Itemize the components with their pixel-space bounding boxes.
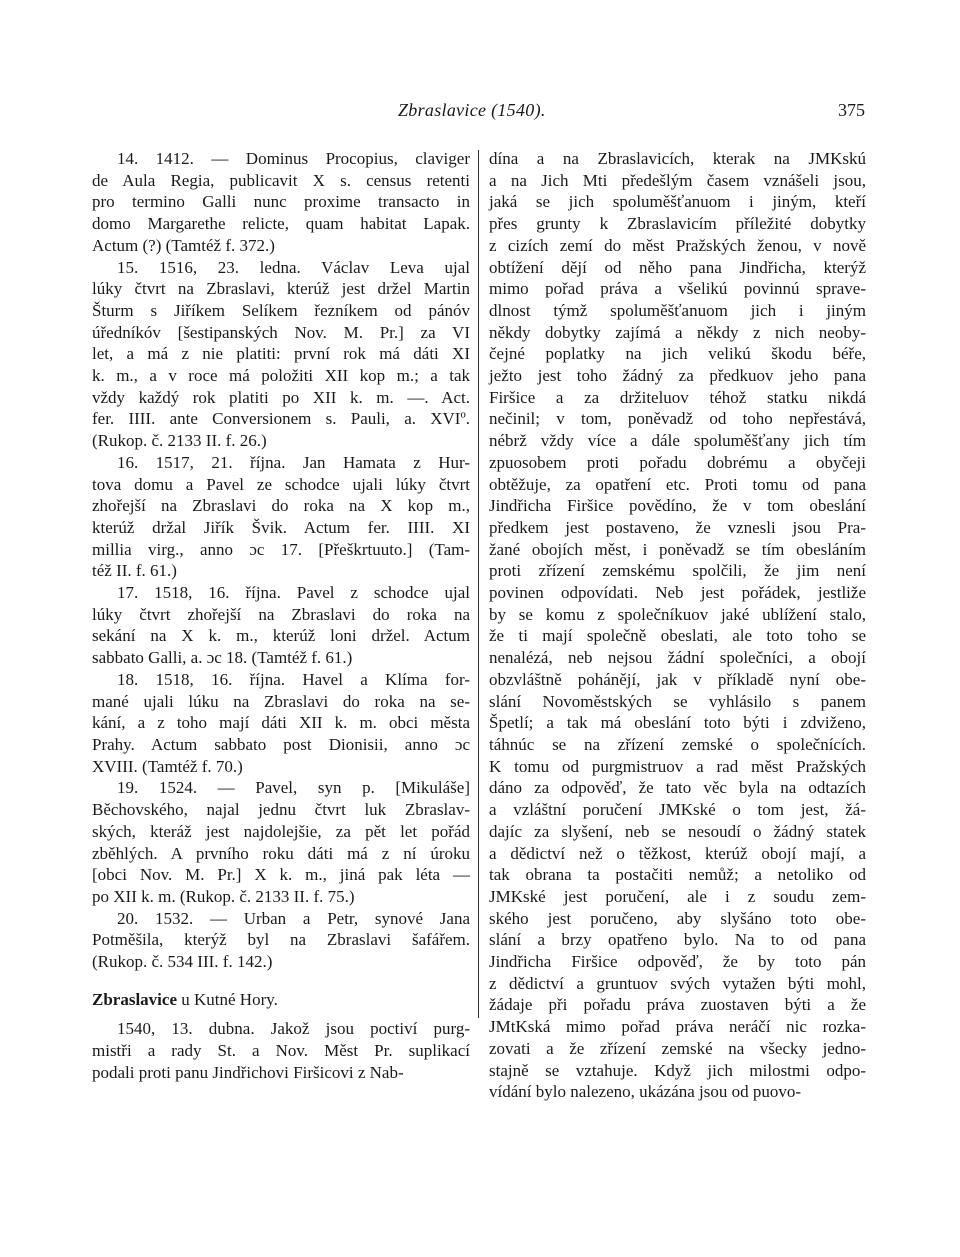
text-line: Actum (?) (Tamtéž f. 372.) [92, 235, 275, 255]
text-line: 16. 1517, 21. října. Jan Hamata z Hur- [117, 452, 470, 472]
text-line: přes grunty k Zbraslavicím příležité dobytky [489, 214, 866, 234]
text-line: podali proti panu Jindřichovi Firšicovi z Nab- [92, 1062, 404, 1082]
text-line: JMKské jest poručení, ale i z soudu zem- [489, 886, 866, 906]
text-line: mané ujali lúku na Zbraslavi do roka na se- [92, 691, 470, 711]
text-line: nébrž vždy více a dále spoluměšťany jich tím [489, 431, 866, 451]
text-line: žané obojích měst, i poněvadž se tím obesláním [489, 539, 866, 559]
text-line: JMtKská mimo pořad práva neráčí nic rozka- [489, 1017, 866, 1037]
text-line: tak obrana ta postačiti nemůž; a netoliko od [489, 865, 866, 885]
text-line: by se komu z společníkuov jaké ublížení stalo, [489, 604, 866, 624]
text-line: lúky čtvrt zhořejší na Zbraslavi do roka na [92, 604, 470, 624]
text-line: zhořejší na Zbraslavi do roka na X kop m., [92, 496, 470, 516]
text-line: ježto jest toho žádný za předkuov jeho pana [489, 366, 866, 386]
text-line: ského jest poručeno, aby slyšáno toto obe- [489, 908, 866, 928]
text-line: jaká se jich spoluměšťanuom i jiným, kteří [489, 192, 866, 212]
text-line: pro termino Galli nunc proxime transacto in [92, 192, 470, 212]
text-line: slání Novoměstských se vyhlásilo s panem [489, 691, 866, 711]
text-line: a vzláštní poručení JMKské o tom jest, žá- [489, 800, 866, 820]
text-line: let, a má z nie platiti: první rok má dáti XI [92, 344, 470, 364]
text-line: obzvláštně pohánějí, jak v příkladě nyní obe- [489, 669, 866, 689]
text-line: k. m., a v roce má položiti XII kop m.; a tak [92, 366, 470, 386]
text-line: zpuosobem proti pořadu dobrému a obyčeji [489, 452, 866, 472]
text-line: vídání bylo nalezeno, ukázána jsou od puovo- [489, 1082, 802, 1102]
text-line: fer. IIII. ante Conversionem s. Pauli, a. XVIº. [92, 409, 470, 429]
section-gap [92, 973, 470, 989]
text-line: ských, kteráž jest najdolejšie, za pět let pořád [92, 821, 470, 841]
text-line: millia virg., anno ɔc 17. [Přeškrtuuto.] (Tam- [92, 539, 470, 559]
text-line: předkem jest postaveno, že vznesli jsou Pra- [489, 517, 866, 537]
text-line: Firšice a za držiteluov téhož statku nikdá [489, 387, 866, 407]
text-line: a na Jich Mti předešlým časem vznášeli jsou, [489, 170, 866, 190]
text-line: [obci Nov. M. Pr.] X k. m., jiná pak léta — [92, 865, 470, 885]
text-line: Šturm s Jiříkem Selíkem řezníkem od pánóv [92, 300, 470, 320]
text-line: de Aula Regia, publicavit X s. census retenti [92, 170, 470, 190]
page-header [92, 100, 865, 130]
entry-20 [92, 908, 470, 973]
text-line: též II. f. 61.) [92, 561, 177, 581]
text-line: někdy dobytky zajímá a někdy z nich neoby- [489, 322, 866, 342]
text-line: 1540, 13. dubna. Jakož jsou poctiví purg- [117, 1019, 470, 1039]
text-line: Špetlí; a tak má obeslání toto býti i zdviženo, [489, 713, 866, 733]
text-line: zběhlých. A prvního roku dáti má z ní úroku [92, 843, 470, 863]
text-line: po XII k. m. (Rukop. č. 2133 II. f. 75.) [92, 886, 355, 906]
text-line: povinen odpovídati. Neb jest pořádek, jestliže [489, 583, 866, 603]
text-line: z dědictví a gruntuov svých vytažen býti mohl, [489, 973, 866, 993]
text-line: 18. 1518, 16. října. Havel a Klíma for- [117, 669, 470, 689]
entry-1540-continued [489, 148, 866, 1103]
left-column [92, 148, 470, 1084]
text-line: obtížení dějí od něho pana Jindřicha, kterýž [489, 257, 866, 277]
section-gap-small [92, 1010, 470, 1018]
entry-14 [92, 148, 470, 257]
text-line: úředníkóv [šestipanských Nov. M. Pr.] za VI [92, 322, 470, 342]
text-line: (Rukop. č. 2133 II. f. 26.) [92, 431, 267, 451]
text-line: táhnúc se na zřízení zemské o společnících. [489, 734, 866, 754]
text-line: domo Margarethe relicte, quam habitat Lapak. [92, 214, 470, 234]
section-heading [92, 989, 470, 1011]
text-line: nenalézá, neb nejsou žádní společníci, a obojí [489, 648, 866, 668]
text-line: dáno za odpověď, že tato věc byla na odtazích [489, 778, 866, 798]
text-line: kání, a z toho mají dáti XII k. m. obci města [92, 713, 470, 733]
text-line: mistři a rady St. a Nov. Měst Pr. suplikací [92, 1041, 470, 1061]
text-line: proti zřízení zemskému spolčili, že jim není [489, 561, 866, 581]
entry-15 [92, 257, 470, 452]
text-line: čejné poplatky na jich velikú škodu béře, [489, 344, 866, 364]
text-line: Běchovského, najal jednu čtvrt luk Zbraslav- [92, 800, 470, 820]
text-line: z cizích zemí do měst Pražských ženou, v nově [489, 235, 866, 255]
text-line: dajíc za slyšení, neb se nesoudí o žádný statek [489, 821, 866, 841]
text-line: (Rukop. č. 534 III. f. 142.) [92, 952, 273, 972]
section-heading-location: u Kutné Hory. [177, 989, 278, 1009]
text-line: 15. 1516, 23. ledna. Václav Leva ujal [117, 257, 470, 277]
text-line: 19. 1524. — Pavel, syn p. [Mikuláše] [117, 778, 470, 798]
text-line: sekání na X k. m., kterúž loni držel. Actum [92, 626, 470, 646]
text-line: lúky čtvrt na Zbraslavi, kterúž jest držel Martin [92, 279, 470, 299]
text-line: 20. 1532. — Urban a Petr, synové Jana [117, 908, 470, 928]
text-line: slání a brzy opatřeno bylo. Na to od pana [489, 930, 866, 950]
text-line: že ti mají společně obeslati, ale toto toho se [489, 626, 866, 646]
text-line: stajně se vztahuje. Když jich milostmi odpo- [489, 1060, 866, 1080]
text-line: Jindřicha Firšice povědíno, že v tom obeslání [489, 496, 866, 516]
entry-16 [92, 452, 470, 582]
text-line: žádaje při pořadu práva zuostaven býti a že [489, 995, 866, 1015]
text-line: 17. 1518, 16. října. Pavel z schodce ujal [117, 583, 470, 603]
text-line: Potměšila, kterýž byl na Zbraslavi šafářem. [92, 930, 470, 950]
section-heading-place: Zbraslavice [92, 989, 177, 1009]
text-line: dlnost týmž spoluměšťanuom jich i jiným [489, 300, 866, 320]
text-line: tova domu a Pavel ze schodce ujali lúky čtvrt [92, 474, 470, 494]
right-column [489, 148, 866, 1103]
text-line: Jindřicha Firšice odpověď, že by toto pán [489, 952, 866, 972]
text-line: nečinil; v tom, poněvadž od toho nepřestává, [489, 409, 866, 429]
text-line: vždy každý rok platiti po XII k. m. —. Act. [92, 387, 470, 407]
text-line: 14. 1412. — Dominus Procopius, claviger [117, 149, 470, 168]
entry-19 [92, 777, 470, 907]
text-line: XVIII. (Tamtéž f. 70.) [92, 756, 243, 776]
text-line: K tomu od purgmistruov a rad měst Pražských [489, 756, 866, 776]
entry-18 [92, 669, 470, 778]
running-title: Zbraslavice (1540). [398, 100, 546, 120]
entry-17 [92, 582, 470, 669]
text-line: mimo pořad práva a všelikú povinnú sprave- [489, 279, 866, 299]
text-line: obtěžuje, za opatření etc. Proti tomu od pana [489, 474, 866, 494]
entry-1540 [92, 1018, 470, 1083]
text-line: sabbato Galli, a. ɔc 18. (Tamtéž f. 61.) [92, 648, 353, 668]
text-line: zovati a že zřízení zemské na všecky jedno- [489, 1038, 866, 1058]
text-line: Prahy. Actum sabbato post Dionisii, anno ɔc [92, 734, 470, 754]
text-line: kterúž držal Jiřík Švik. Actum fer. IIII. XI [92, 517, 470, 537]
text-line: a dědictví než o těžkost, kterúž obojí mají, a [489, 843, 866, 863]
page-number: 375 [838, 100, 865, 120]
text-line: dína a na Zbraslavicích, kterak na JMKskú [489, 149, 866, 168]
column-divider [478, 150, 479, 1018]
